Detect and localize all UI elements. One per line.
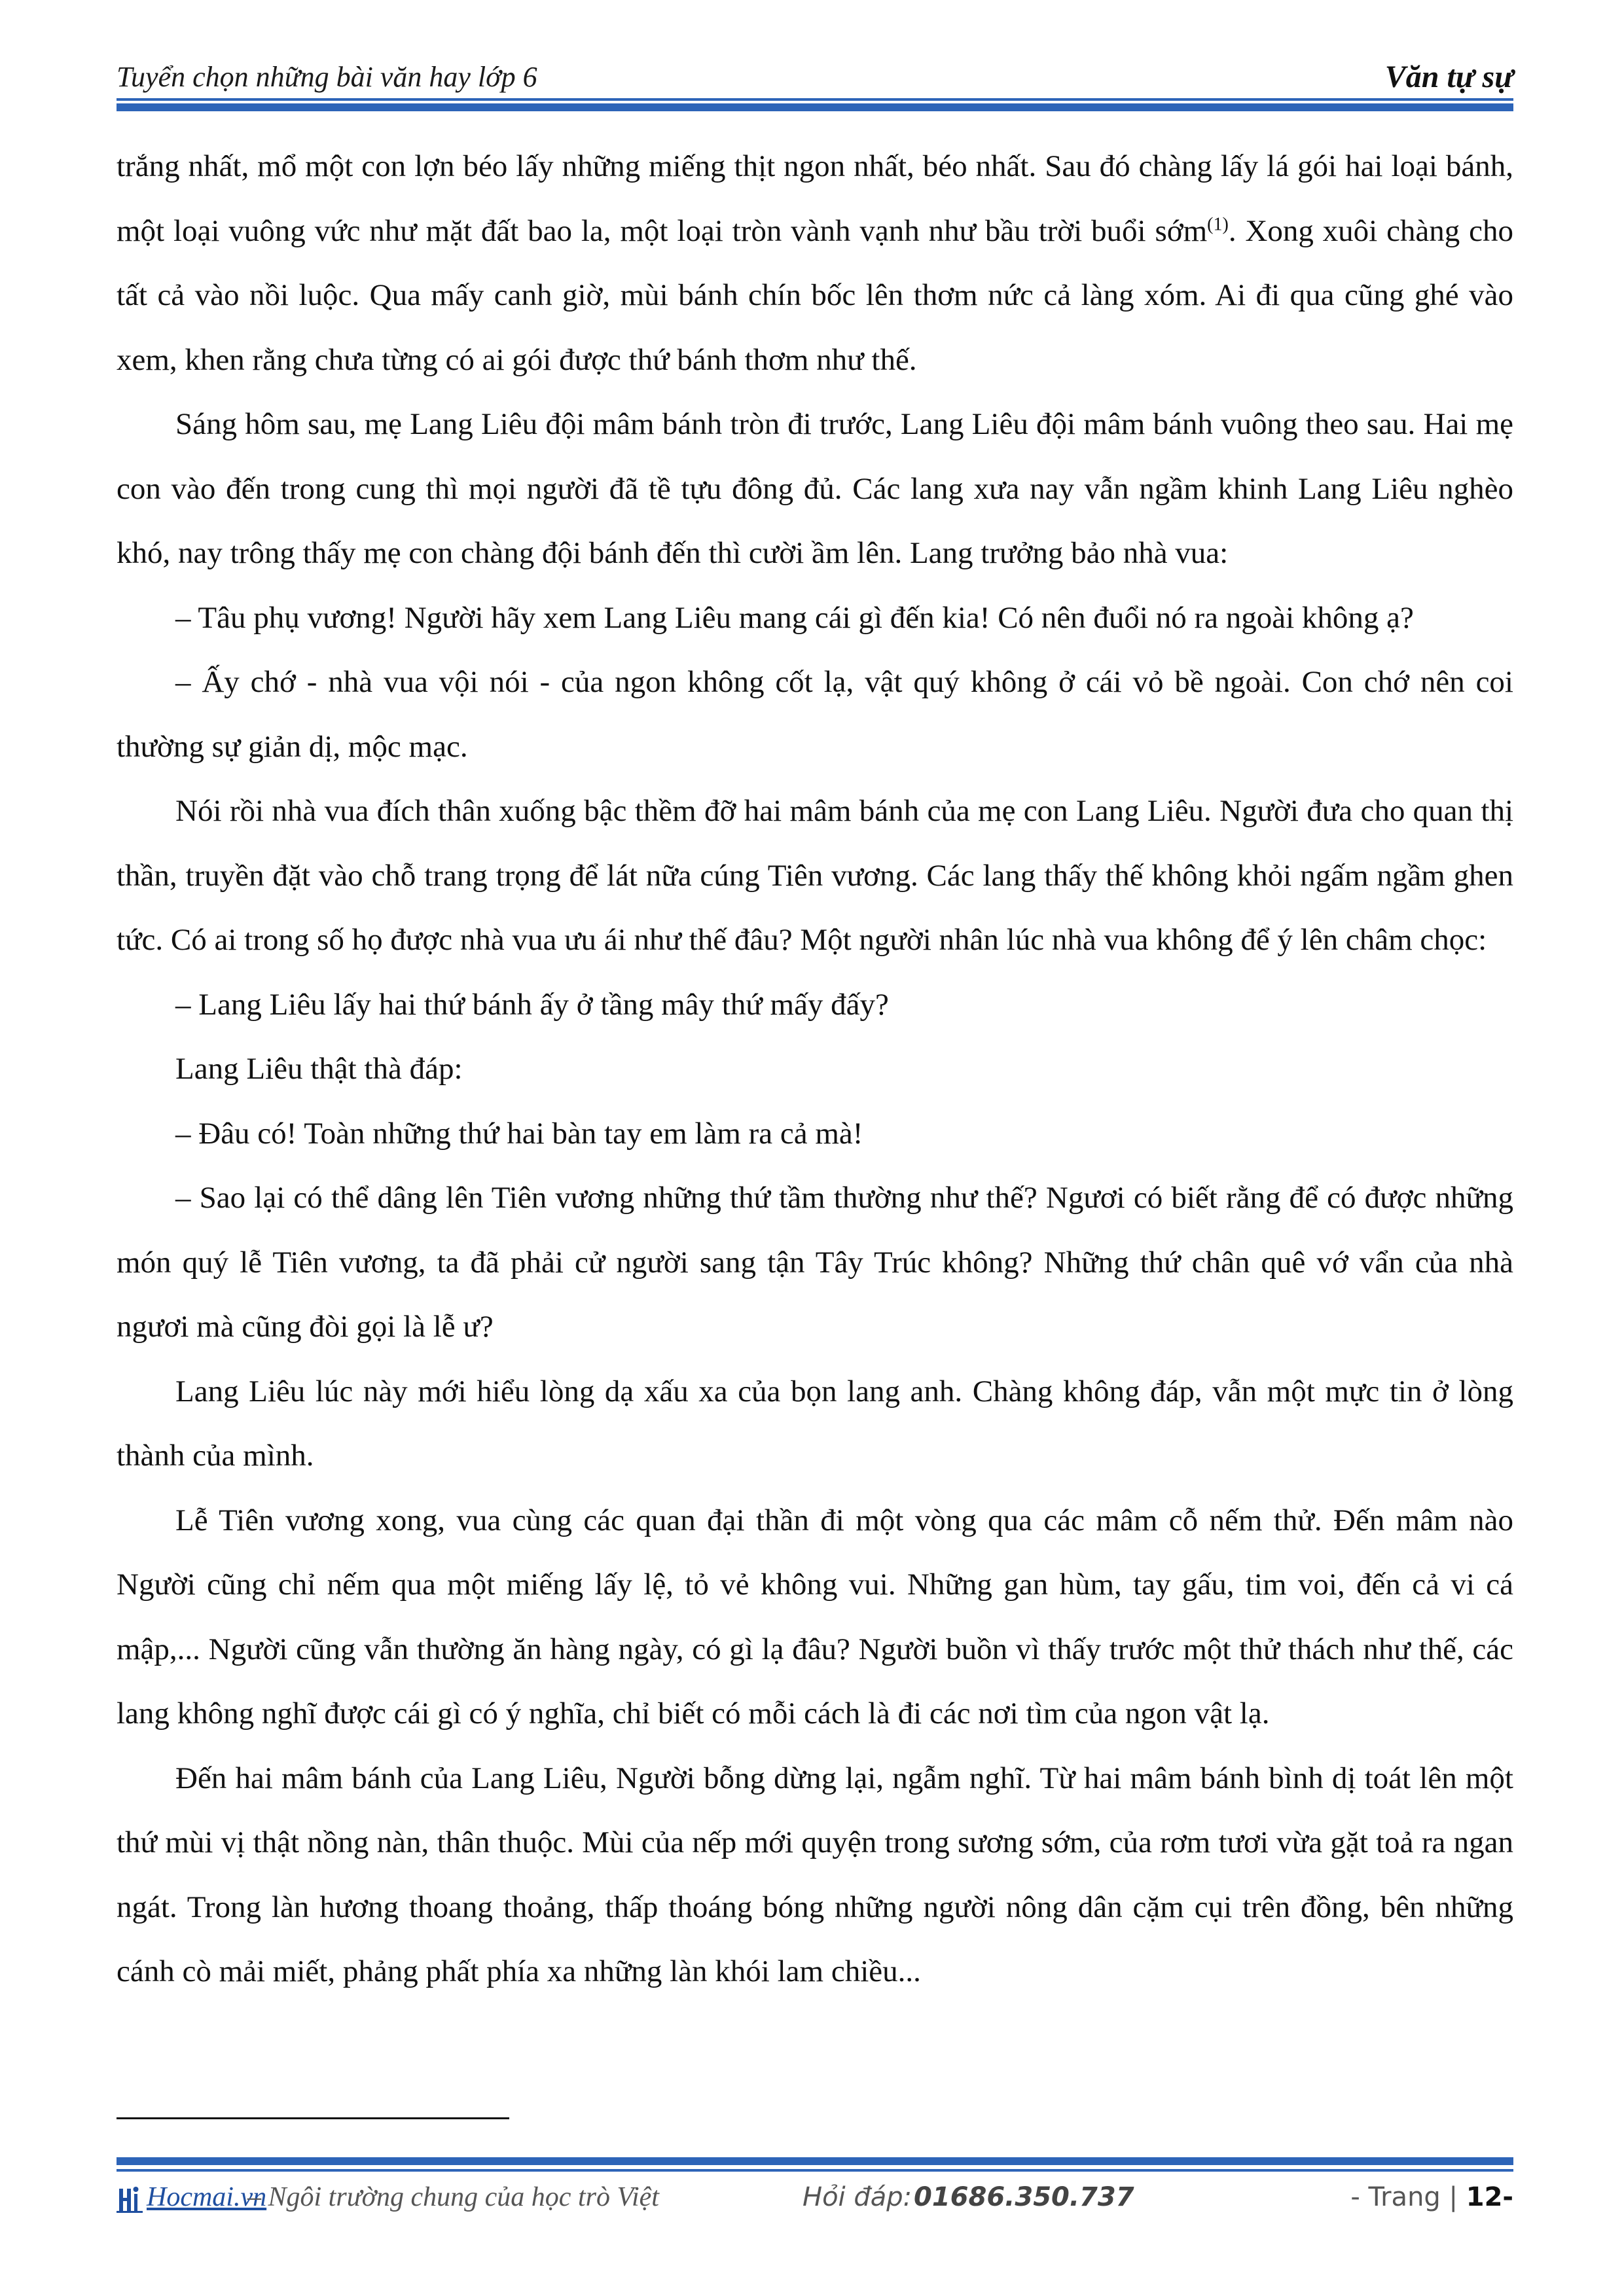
paragraph	[117, 134, 1513, 392]
paragraph-text: trắng nhất, mổ một con lợn béo lấy những miếng thịt ngon nhất, béo nhất. Sau đó chàng lấy lá gói hai loại bánh, một loại vuông vức như mặt đất bao la, một loại tròn vành vạnh như bầu trời buổi sớm	[117, 149, 1513, 248]
page-separator: |	[1449, 2182, 1458, 2212]
footer-contact-label: Hỏi đáp:	[803, 2182, 912, 2212]
page-body	[117, 134, 1513, 2004]
footer-site-link[interactable]: Hocmai.vn	[147, 2182, 267, 2212]
paragraph: – Sao lại có thể dâng lên Tiên vương những thứ tầm thường như thế? Ngươi có biết rằng để có được những món quý lễ Tiên vương, ta đã phải cử người sang tận Tây Trúc không? Những thứ chân quê vớ vẩn của nhà ngươi mà cũng đòi gọi là lễ ư?	[117, 1181, 1513, 1344]
paragraph: Sáng hôm sau, mẹ Lang Liêu đội mâm bánh tròn đi trước, Lang Liêu đội mâm bánh vuông theo sau. Hai mẹ con vào đến trong cung thì mọi người đã tề tựu đông đủ. Các lang xưa nay vẫn ngầm khinh Lang Liêu nghèo khó, nay trông thấy mẹ con chàng đội bánh đến thì cười ầm lên. Lang trưởng bảo nhà vua:	[117, 407, 1513, 570]
footer-slogan: – Ngôi trường chung của học trò Việt	[247, 2182, 659, 2212]
paragraph: – Đâu có! Toàn những thứ hai bàn tay em làm ra cả mà!	[175, 1116, 863, 1151]
paragraph-text: . Xong xuôi chàng cho tất cả vào nồi luộc. Qua mấy canh giờ, mùi bánh chín bốc lên thơm nức cả làng xóm. Ai đi qua cũng ghé vào xem, khen rằng chưa từng có ai gói được thứ bánh thơm như thế.	[117, 213, 1513, 377]
footer-rule-thin	[117, 2169, 1513, 2172]
paragraph: – Ấy chớ - nhà vua vội nói - của ngon không cốt lạ, vật quý không ở cái vỏ bề ngoài. Con chớ nên coi thường sự giản dị, mộc mạc.	[117, 665, 1513, 764]
paragraph: – Lang Liêu lấy hai thứ bánh ấy ở tầng mây thứ mấy đấy?	[175, 987, 889, 1022]
page-number	[1350, 2174, 1513, 2220]
paragraph: Nói rồi nhà vua đích thân xuống bậc thềm đỡ hai mâm bánh của mẹ con Lang Liêu. Người đưa cho quan thị thần, truyền đặt vào chỗ trang trọng để lát nữa cúng Tiên vương. Các lang thấy thế không khỏi ngấm ngầm ghen tức. Có ai trong số họ được nhà vua ưu ái như thế đâu? Một người nhân lúc nhà vua không để ý lên châm chọc:	[117, 794, 1513, 957]
page-number-value: 12-	[1466, 2182, 1513, 2212]
paragraph: Lang Liêu lúc này mới hiểu lòng dạ xấu xa của bọn lang anh. Chàng không đáp, vẫn một mực tin ở lòng thành của mình.	[117, 1374, 1513, 1473]
paragraph: Lang Liêu thật thà đáp:	[175, 1052, 463, 1086]
paragraph: Đến hai mâm bánh của Lang Liêu, Người bỗng dừng lại, ngẫm nghĩ. Từ hai mâm bánh bình dị toát lên một thứ mùi vị thật nồng nàn, thân thuộc. Mùi của nếp mới quyện trong sương sớm, của rơm tươi vừa gặt toả ra ngan ngát. Trong làn hương thoang thoảng, thấp thoáng bóng những người nông dân cặm cụi trên đồng, bên những cánh cò mải miết, phảng phất phía xa những làn khói lam chiều...	[117, 1761, 1513, 1988]
footnote-reference[interactable]: (1)	[1207, 213, 1229, 234]
footer-rule-thick	[117, 2157, 1513, 2165]
footer-contact-phone: 01686.350.737	[914, 2182, 1134, 2212]
header-book-title: Tuyển chọn những bài văn hay lớp 6	[117, 61, 537, 93]
footnote-separator	[117, 2117, 509, 2119]
paragraph: – Tâu phụ vương! Người hãy xem Lang Liêu mang cái gì đến kia! Có nên đuổi nó ra ngoài không ạ?	[175, 600, 1414, 635]
header-section-title: Văn tự sự	[1384, 60, 1513, 94]
hocmai-logo-icon[interactable]	[117, 2182, 143, 2212]
paragraph: Lễ Tiên vương xong, vua cùng các quan đại thần đi một vòng qua các mâm cỗ nếm thử. Đến mâm nào Người cũng chỉ nếm qua một miếng lấy lệ, tỏ vẻ không vui. Những gan hùm, tay gấu, tim voi, đến cả vi cá mập,... Người cũng vẫn thường ăn hàng ngày, có gì lạ đâu? Người buồn vì thấy trước một thử thách như thế, các lang không nghĩ được cái gì có ý nghĩa, chỉ biết có mỗi cách là đi các nơi tìm của ngon vật lạ.	[117, 1503, 1513, 1731]
page-header	[117, 58, 1513, 103]
page-label: - Trang	[1350, 2182, 1441, 2212]
header-rule-thick	[117, 103, 1513, 111]
header-rule-thin	[117, 98, 1513, 101]
page-footer	[117, 2174, 1513, 2220]
